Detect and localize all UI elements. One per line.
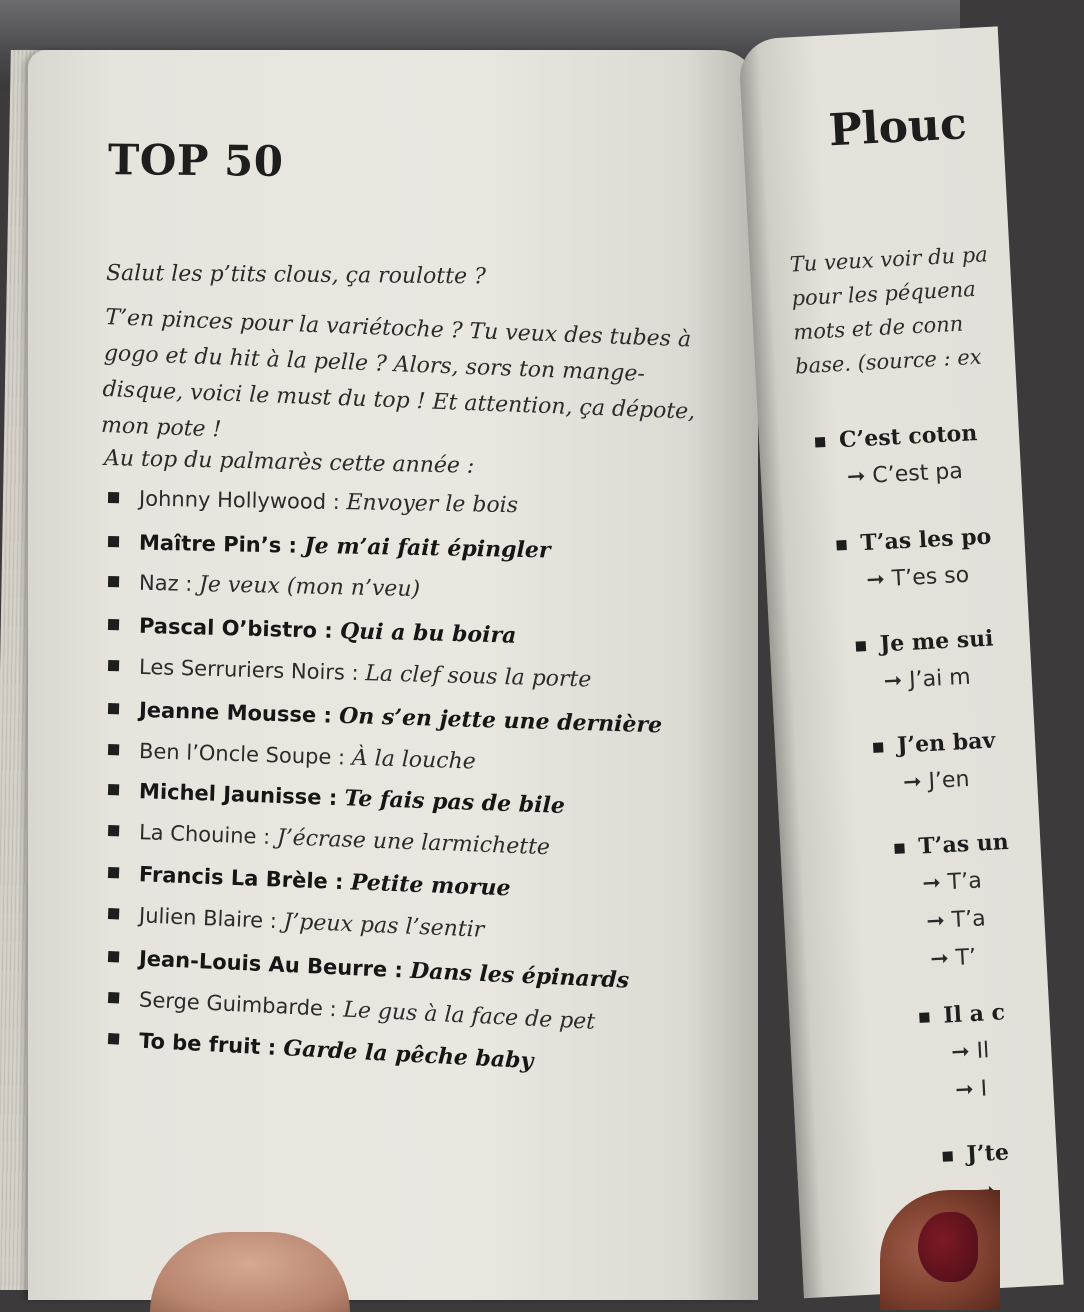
page-title: TOP 50 (107, 135, 284, 186)
bullet-icon (108, 492, 119, 503)
list-item: Jeanne Mousse : On s’en jette une dernière (108, 696, 663, 742)
list-item: Michel Jaunisse : Te fais pas de bile (107, 777, 565, 823)
bullet-icon (108, 1033, 120, 1045)
list-item: Pascal O’bistro : Qui a bu boira (108, 612, 517, 653)
bullet-icon (815, 437, 826, 448)
list-item: J’te (942, 1139, 1010, 1168)
list-subitem: ➞ Il (950, 1038, 990, 1066)
list-item: Je me sui (855, 625, 994, 658)
list-item: T’as un (894, 829, 1010, 861)
bleed-through-text (328, 130, 342, 177)
painted-nail (918, 1212, 978, 1282)
bullet-icon (942, 1151, 953, 1162)
list-subitem: ➞ J’ai m (883, 664, 972, 695)
bullet-icon (894, 843, 905, 854)
list-item: T’as les po (836, 523, 992, 557)
bullet-icon (919, 1012, 930, 1023)
list-subitem: ➞ C’est pa (846, 458, 964, 490)
bullet-icon (108, 660, 119, 671)
bullet-icon (108, 536, 119, 547)
intro-paragraph-1: Salut les p’tits clous, ça roulotte ? (105, 261, 486, 290)
bullet-icon (108, 784, 119, 795)
bullet-icon (108, 619, 119, 630)
list-subitem: ➞ T’a (921, 868, 983, 897)
right-page-title: Plouc (827, 98, 968, 157)
bullet-icon (108, 703, 119, 714)
list-item: C’est coton (814, 420, 977, 454)
bullet-icon (108, 908, 119, 919)
right-page (738, 26, 1064, 1298)
bullet-icon (108, 825, 119, 836)
list-item: J’en bav (873, 728, 996, 760)
list-subitem: ➞ J’en (902, 766, 971, 796)
list-item: Julien Blaire : J’peux pas l’sentir (107, 902, 484, 948)
bullet-icon (108, 744, 119, 755)
list-item: Il a c (919, 999, 1006, 1029)
list-subitem: ➞ I (954, 1076, 988, 1104)
bullet-icon (108, 951, 119, 962)
list-heading: Au top du palmarès cette année : (103, 446, 475, 479)
bullet-icon (108, 867, 119, 878)
list-subitem: ➞ T’es so (865, 562, 970, 594)
bullet-icon (873, 742, 884, 753)
list-item: To be fruit : Garde la pêche baby (107, 1026, 534, 1078)
bullet-icon (836, 540, 847, 551)
list-item: Johnny Hollywood : Envoyer le bois (108, 486, 518, 523)
list-item: La Chouine : J’écrase une larmichette (107, 819, 550, 865)
bullet-icon (856, 641, 867, 652)
list-item: Les Serruriers Noirs : La clef sous la porte (108, 654, 592, 697)
list-item: Serge Guimbarde : Le gus à la face de pet (107, 986, 595, 1040)
right-page-intro: Tu veux voir du pa pour les péquena mots et de conn base. (source : ex (789, 242, 989, 379)
list-item: Naz : Je veux (mon n’veu) (108, 570, 421, 607)
list-item: Francis La Brèle : Petite morue (107, 860, 511, 905)
list-subitem: ➞ T’ (929, 944, 977, 973)
bullet-icon (108, 992, 120, 1004)
list-item: Jean-Louis Au Beurre : Dans les épinards (107, 944, 629, 998)
list-item: Maître Pin’s : Je m’ai fait épingler (108, 529, 551, 567)
intro-paragraph-2: T’en pinces pour la variétoche ? Tu veux des tubes à gogo et du hit à la pelle ? Alors, sors ton mange-disque, voici le must du top ! Et attention, ça dépote, mon pote ! (100, 304, 696, 443)
bullet-icon (108, 576, 119, 587)
list-item: Ben l’Oncle Soupe : À la louche (108, 738, 477, 780)
intro-text (100, 256, 746, 444)
list-subitem: ➞ T’a (925, 906, 987, 935)
